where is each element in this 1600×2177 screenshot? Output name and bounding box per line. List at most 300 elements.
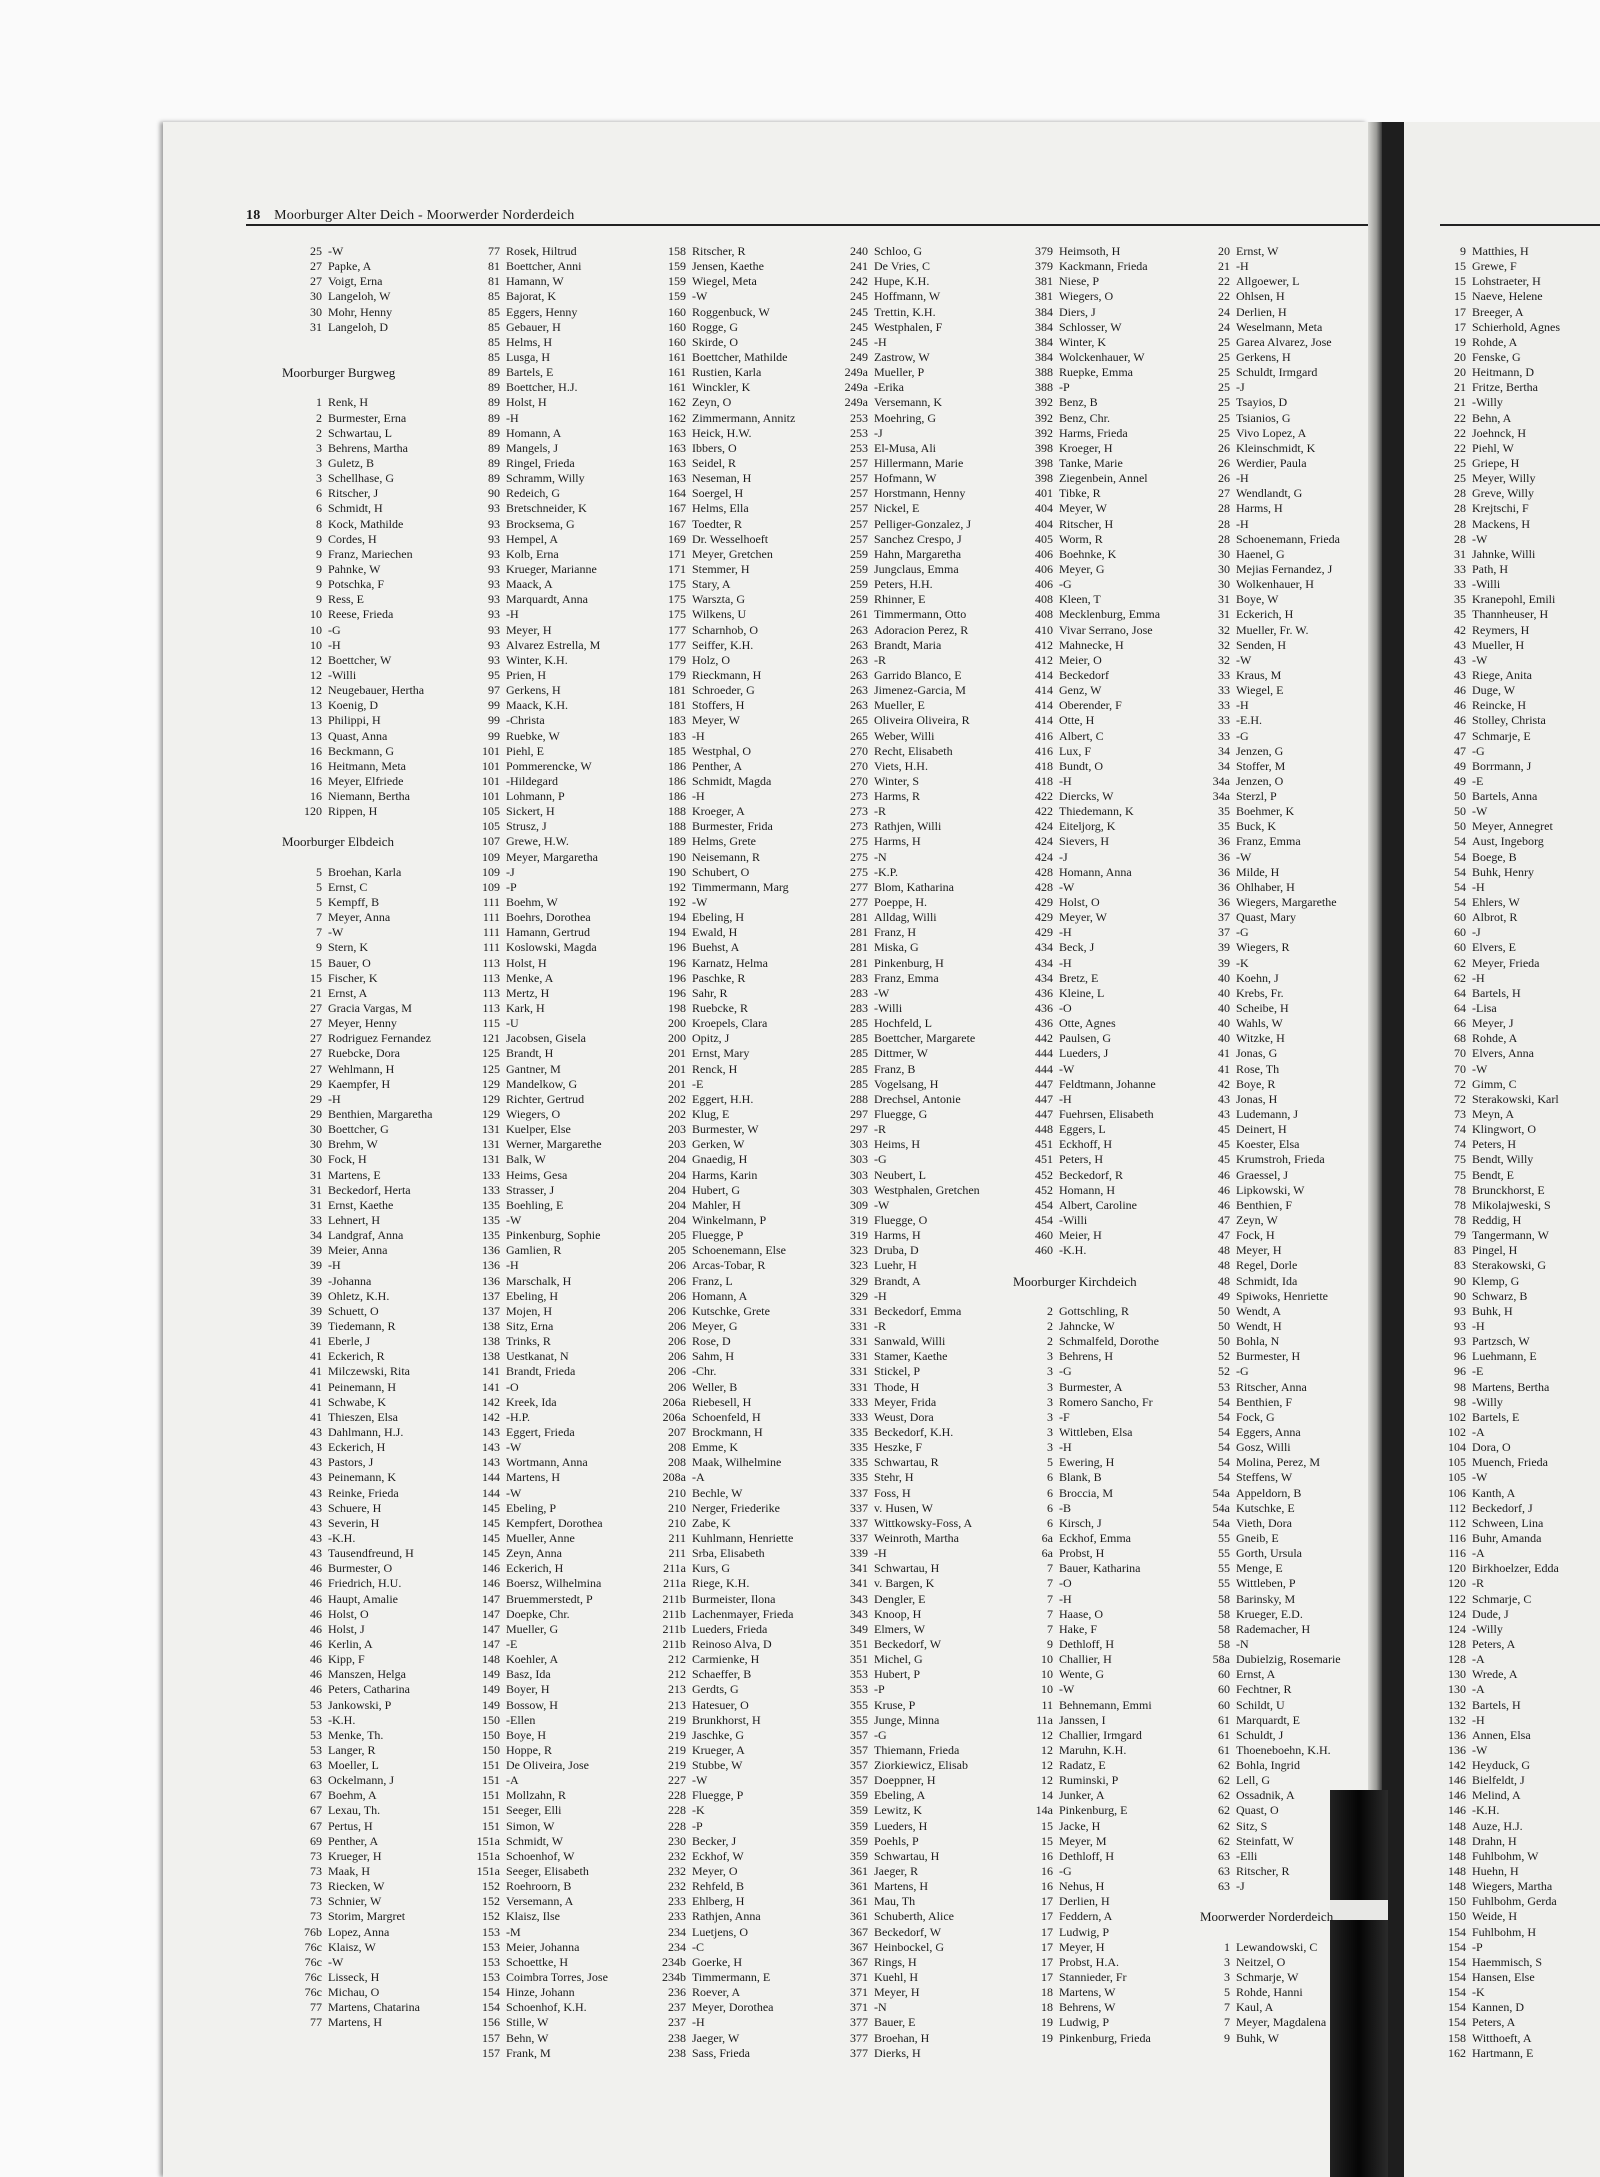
house-number: 297 [850,1122,868,1137]
resident-name: Bartels, H [1472,985,1521,1000]
resident-name: Milczewski, Rita [328,1364,410,1379]
house-number: 335 [850,1424,868,1439]
resident-entry [282,395,440,410]
resident-name: Schramm, Willy [506,471,585,486]
resident-entry [1013,1516,1197,1531]
resident-entry [1200,1395,1376,1410]
house-number: 50 [1454,804,1466,819]
house-number: 211b [662,1591,686,1606]
house-number: 148 [1448,1833,1466,1848]
resident-entry [830,1137,1014,1152]
resident-entry [830,1304,1014,1319]
house-number: 76b [304,1924,322,1939]
house-number: 7 [1047,1576,1053,1591]
resident-name: -R [874,1122,886,1137]
resident-entry [1430,1395,1600,1410]
resident-entry [830,1894,1014,1909]
resident-entry [830,607,1014,622]
resident-entry [830,1213,1014,1228]
resident-name: Lisseck, H [328,1970,380,1985]
house-number: 367 [850,1924,868,1939]
house-number: 47 [1454,743,1466,758]
resident-entry [1013,1561,1197,1576]
resident-name: Harms, H [874,1228,921,1243]
resident-entry [1430,744,1600,759]
resident-entry [282,1092,440,1107]
resident-name: Winckler, K [692,380,751,395]
resident-entry [282,1016,440,1031]
resident-entry [466,1092,626,1107]
resident-name: Schoenemann, Else [692,1243,786,1258]
house-number: 15 [1041,1833,1053,1848]
resident-name: Klingwort, O [1472,1122,1536,1137]
resident-name: Bartels, E [506,365,554,380]
resident-name: Luehr, H [874,1258,917,1273]
resident-entry [466,1819,626,1834]
house-number: 212 [668,1667,686,1682]
house-number: 46 [310,1652,322,1667]
house-number: 377 [850,2045,868,2060]
resident-entry [650,320,812,335]
spacer [1200,1894,1376,1909]
resident-name: Beckedorf, Herta [328,1182,411,1197]
resident-name: Michau, O [328,1985,380,2000]
resident-name: -W [1472,1742,1488,1757]
resident-name: Langeloh, W [328,289,391,304]
house-number: 337 [850,1500,868,1515]
resident-name: Jonas, H [1236,1091,1278,1106]
house-number: 7 [1047,1606,1053,1621]
resident-entry [830,441,1014,456]
resident-name: Warszta, G [692,592,746,607]
resident-entry [1430,547,1600,562]
house-number: 452 [1035,1167,1053,1182]
resident-entry [650,819,812,834]
resident-name: Kleinschmidt, K [1236,440,1316,455]
resident-entry [650,1289,812,1304]
house-number: 418 [1035,773,1053,788]
house-number: 263 [850,698,868,713]
house-number: 175 [668,577,686,592]
resident-entry [1430,1319,1600,1334]
resident-name: -G [1236,1364,1249,1379]
resident-entry [282,1243,440,1258]
resident-name: Weller, B [692,1379,738,1394]
resident-entry [830,1698,1014,1713]
resident-entry [650,1849,812,1864]
resident-name: Ernst, Mary [692,1046,750,1061]
resident-entry [1200,2000,1376,2015]
resident-name: Boersz, Wilhelmina [506,1576,602,1591]
resident-name: Koenig, D [328,698,378,713]
resident-name: Ohlhaber, H [1236,879,1295,894]
house-number: 454 [1035,1213,1053,1227]
resident-entry [1013,395,1197,410]
resident-name: Lewitz, K [874,1803,922,1818]
resident-entry [282,1985,440,2000]
resident-entry [466,1970,626,1985]
house-number: 30 [310,1122,322,1137]
resident-entry [1200,562,1376,577]
resident-entry [650,1137,812,1152]
resident-name: Ibbers, O [692,440,737,455]
resident-entry [830,638,1014,653]
resident-name: Meyer, Willy [1472,471,1536,486]
house-number: 424 [1035,819,1053,834]
house-number: 85 [488,319,500,334]
house-number: 93 [1454,1318,1466,1333]
resident-entry [830,1531,1014,1546]
house-number: 132 [1448,1697,1466,1712]
resident-name: Molina, Perez, M [1236,1455,1320,1470]
resident-entry [650,1107,812,1122]
resident-entry [466,1955,626,1970]
house-number: 6 [1047,1515,1053,1530]
house-number: 43 [1454,667,1466,682]
resident-entry [650,395,812,410]
resident-entry [1430,1773,1600,1788]
house-number: 245 [850,319,868,334]
resident-entry [466,1470,626,1485]
resident-entry [466,1213,626,1228]
house-number: 181 [668,683,686,698]
resident-name: -G [1059,577,1072,592]
resident-name: -W [874,1197,890,1212]
house-number: 47 [1218,1213,1230,1227]
resident-entry [282,1425,440,1440]
house-number: 285 [850,1016,868,1031]
resident-entry [466,1107,626,1122]
resident-entry [650,1501,812,1516]
house-number: 17 [1041,1909,1053,1924]
resident-name: Richter, Gertrud [506,1091,585,1106]
resident-name: Ringel, Frieda [506,455,575,470]
house-number: 3 [1047,1440,1053,1455]
house-number: 146 [482,1561,500,1576]
house-number: 63 [310,1758,322,1773]
resident-name: Timmermann, Marg [692,879,789,894]
resident-name: Schoettke, H [506,1954,568,1969]
house-number: 381 [1035,274,1053,289]
resident-entry [650,365,812,380]
resident-entry [282,1909,440,1924]
house-number: 43 [310,1424,322,1439]
resident-name: Trinks, R [506,1334,551,1349]
resident-name: Brocksema, G [506,516,575,531]
resident-entry [830,850,1014,865]
resident-name: Thannheuser, H [1472,607,1549,622]
resident-entry [1200,274,1376,289]
resident-name: Wahls, W [1236,1016,1283,1031]
resident-entry [650,880,812,895]
resident-name: Burmester, Erna [328,410,407,425]
resident-entry [282,1894,440,1909]
house-number: 259 [850,577,868,592]
resident-name: Brehm, W [328,1137,378,1152]
resident-entry [830,1258,1014,1273]
resident-name: Melind, A [1472,1788,1521,1803]
house-number: 361 [850,1909,868,1924]
house-number: 5 [1047,1455,1053,1470]
resident-entry [650,426,812,441]
resident-name: Pommerencke, W [506,758,592,773]
resident-entry [830,1819,1014,1834]
house-number: 27 [310,274,322,289]
resident-name: Knoop, H [874,1606,922,1621]
resident-name: Burmester, O [328,1561,393,1576]
house-number: 24 [1218,304,1230,319]
resident-name: Benthien, F [1236,1197,1292,1212]
directory-column-6 [1200,244,1376,2046]
resident-name: Holst, O [328,1606,369,1621]
house-number: 147 [482,1591,500,1606]
house-number: 40 [1218,970,1230,985]
resident-entry [282,638,440,653]
resident-entry [1200,653,1376,668]
house-number: 78 [1454,1197,1466,1212]
resident-entry [830,1970,1014,1985]
resident-entry [830,1183,1014,1198]
resident-entry [1430,819,1600,834]
resident-name: Probst, H.A. [1059,1954,1120,1969]
resident-entry [1013,1455,1197,1470]
resident-name: Albrot, R [1472,910,1518,925]
house-number: 213 [668,1697,686,1712]
resident-name: Brunkhorst, H [692,1712,761,1727]
resident-name: Meyer, H [1059,1939,1105,1954]
resident-entry [466,1622,626,1637]
resident-name: Meyer, W [692,713,740,728]
house-number: 97 [488,683,500,698]
resident-name: Kroeger, H [1059,440,1113,455]
house-number: 335 [850,1470,868,1485]
house-number: 410 [1035,622,1053,637]
house-number: 93 [488,592,500,607]
resident-entry [1430,1576,1600,1591]
resident-entry [830,744,1014,759]
house-number: 257 [850,455,868,470]
resident-entry [1430,335,1600,350]
house-number: 46 [1454,713,1466,728]
resident-entry [1013,729,1197,744]
house-number: 19 [1454,334,1466,349]
resident-name: Poehls, P [874,1833,919,1848]
resident-name: Deinert, H [1236,1122,1287,1137]
resident-name: Kutschke, Grete [692,1303,770,1318]
street-heading [1013,1274,1197,1289]
resident-entry [1430,759,1600,774]
resident-entry [1200,1183,1376,1198]
resident-entry [1430,1183,1600,1198]
resident-name: Tsianios, G [1236,410,1291,425]
house-number: 211a [663,1561,686,1576]
resident-name: Reddig, H [1472,1213,1522,1227]
resident-entry [466,1137,626,1152]
resident-name: Eckhof, Emma [1059,1530,1131,1545]
resident-name: Martens, H [328,2015,382,2030]
resident-entry [1013,668,1197,683]
house-number: 263 [850,683,868,698]
resident-entry [466,1637,626,1652]
resident-entry [1013,532,1197,547]
house-number: 228 [668,1818,686,1833]
resident-name: Dethloff, H [1059,1636,1115,1651]
resident-entry [282,1395,440,1410]
resident-name: Beckedorf, R [1059,1167,1123,1182]
resident-name: Beckedorf, Emma [874,1303,962,1318]
resident-name: Gerken, W [692,1137,745,1152]
house-number: 20 [1454,365,1466,380]
resident-name: Bauer, Katharina [1059,1561,1141,1576]
resident-entry [1200,1576,1376,1591]
resident-entry [466,1425,626,1440]
house-number: 154 [1448,1970,1466,1985]
resident-name: Ludwig, P [1059,2015,1110,2030]
house-number: 25 [1218,365,1230,380]
resident-entry [1013,1031,1197,1046]
resident-name: Mau, Th [874,1894,916,1909]
house-number: 3 [1224,1970,1230,1985]
resident-name: Marquardt, Anna [506,592,588,607]
house-number: 281 [850,955,868,970]
resident-name: Lueders, H [874,1818,928,1833]
house-number: 113 [482,970,500,985]
resident-name: Brockmann, H [692,1424,763,1439]
resident-name: Derlien, H [1236,304,1287,319]
resident-name: Grewe, H.W. [506,834,569,849]
house-number: 53 [310,1712,322,1727]
resident-name: Eggert, Frieda [506,1424,575,1439]
resident-name: Wiegel, Meta [692,274,757,289]
resident-name: Schuldt, J [1236,1727,1284,1742]
resident-name: Graessel, J [1236,1167,1288,1182]
house-number: 242 [850,274,868,289]
house-number: 331 [850,1334,868,1349]
resident-name: Tausendfreund, H [328,1546,414,1561]
house-number: 152 [482,1894,500,1909]
resident-name: Eckerich, H [506,1561,564,1576]
resident-name: -H [1236,516,1249,531]
house-number: 124 [1448,1606,1466,1621]
resident-name: Kutschke, E [1236,1500,1295,1515]
house-number: 34 [1218,743,1230,758]
resident-name: Schoenhof, K.H. [506,2000,587,2015]
resident-entry [830,1576,1014,1591]
house-number: 13 [310,698,322,713]
resident-entry [282,2000,440,2015]
resident-name: Benz, Chr. [1059,410,1110,425]
house-number: 163 [668,440,686,455]
house-number: 183 [668,713,686,728]
resident-name: Redeich, G [506,486,560,501]
resident-entry [650,1168,812,1183]
resident-name: -Elli [1236,1848,1258,1863]
resident-entry [1013,289,1197,304]
house-number: 2 [316,410,322,425]
spacer [282,819,440,834]
house-number: 7 [1224,2015,1230,2030]
resident-entry [466,1682,626,1697]
resident-entry [282,1137,440,1152]
house-number: 10 [1041,1682,1053,1697]
resident-name: Peters, A [1472,2015,1516,2030]
resident-entry [282,1274,440,1289]
resident-entry [1013,1198,1197,1213]
house-number: 6 [1047,1485,1053,1500]
house-number: 151a [476,1864,500,1879]
resident-name: Kranepohl, Emili [1472,592,1556,607]
resident-name: Opitz, J [692,1031,730,1046]
resident-entry [830,350,1014,365]
resident-entry [466,713,626,728]
resident-entry [466,1652,626,1667]
house-number: 412 [1035,652,1053,667]
resident-name: Eckerich, R [328,1349,385,1364]
house-number: 85 [488,334,500,349]
house-number: 30 [310,289,322,304]
house-number: 26 [1218,471,1230,486]
resident-name: Fischer, K [328,970,378,985]
resident-name: Marschalk, H [506,1273,572,1288]
house-number: 138 [482,1349,500,1364]
resident-entry [282,1773,440,1788]
resident-entry [1200,1788,1376,1803]
house-number: 2 [1047,1334,1053,1349]
resident-name: -N [874,849,887,864]
house-number: 238 [668,2030,686,2045]
resident-entry [1013,1773,1197,1788]
page-title: Moorburger Alter Deich - Moorwerder Norderdeich [274,208,575,223]
resident-entry [466,1031,626,1046]
house-number: 68 [1454,1031,1466,1046]
house-number: 42 [1218,1076,1230,1091]
resident-entry [650,668,812,683]
house-number: 36 [1218,834,1230,849]
house-number: 39 [1218,940,1230,955]
house-number: 206 [668,1288,686,1303]
resident-name: Kuhlmann, Henriette [692,1530,794,1545]
resident-name: Boyer, H [506,1682,550,1697]
resident-name: -N [874,2000,887,2015]
resident-entry [1430,471,1600,486]
resident-entry [466,1788,626,1803]
house-number: 281 [850,910,868,925]
resident-name: Sahm, H [692,1349,734,1364]
resident-entry [466,1531,626,1546]
resident-entry [1200,1122,1376,1137]
resident-name: Wolkenhauer, H [1236,577,1314,592]
resident-name: Klaisz, W [328,1939,376,1954]
resident-name: -G [328,622,341,637]
house-number: 20 [1454,349,1466,364]
resident-entry [830,986,1014,1001]
resident-name: Kuehl, H [874,1970,918,1985]
resident-entry [830,1592,1014,1607]
resident-entry [282,441,440,456]
resident-name: Janssen, I [1059,1712,1106,1727]
house-number: 323 [850,1243,868,1258]
resident-entry [1430,1940,1600,1955]
resident-entry [1430,1849,1600,1864]
house-number: 257 [850,471,868,486]
resident-entry [1200,1455,1376,1470]
house-number: 135 [482,1197,500,1212]
resident-entry [282,259,440,274]
resident-entry [1200,1728,1376,1743]
resident-entry [1013,471,1197,486]
resident-name: Ewering, H [1059,1455,1115,1470]
resident-name: Boehling, E [506,1197,564,1212]
